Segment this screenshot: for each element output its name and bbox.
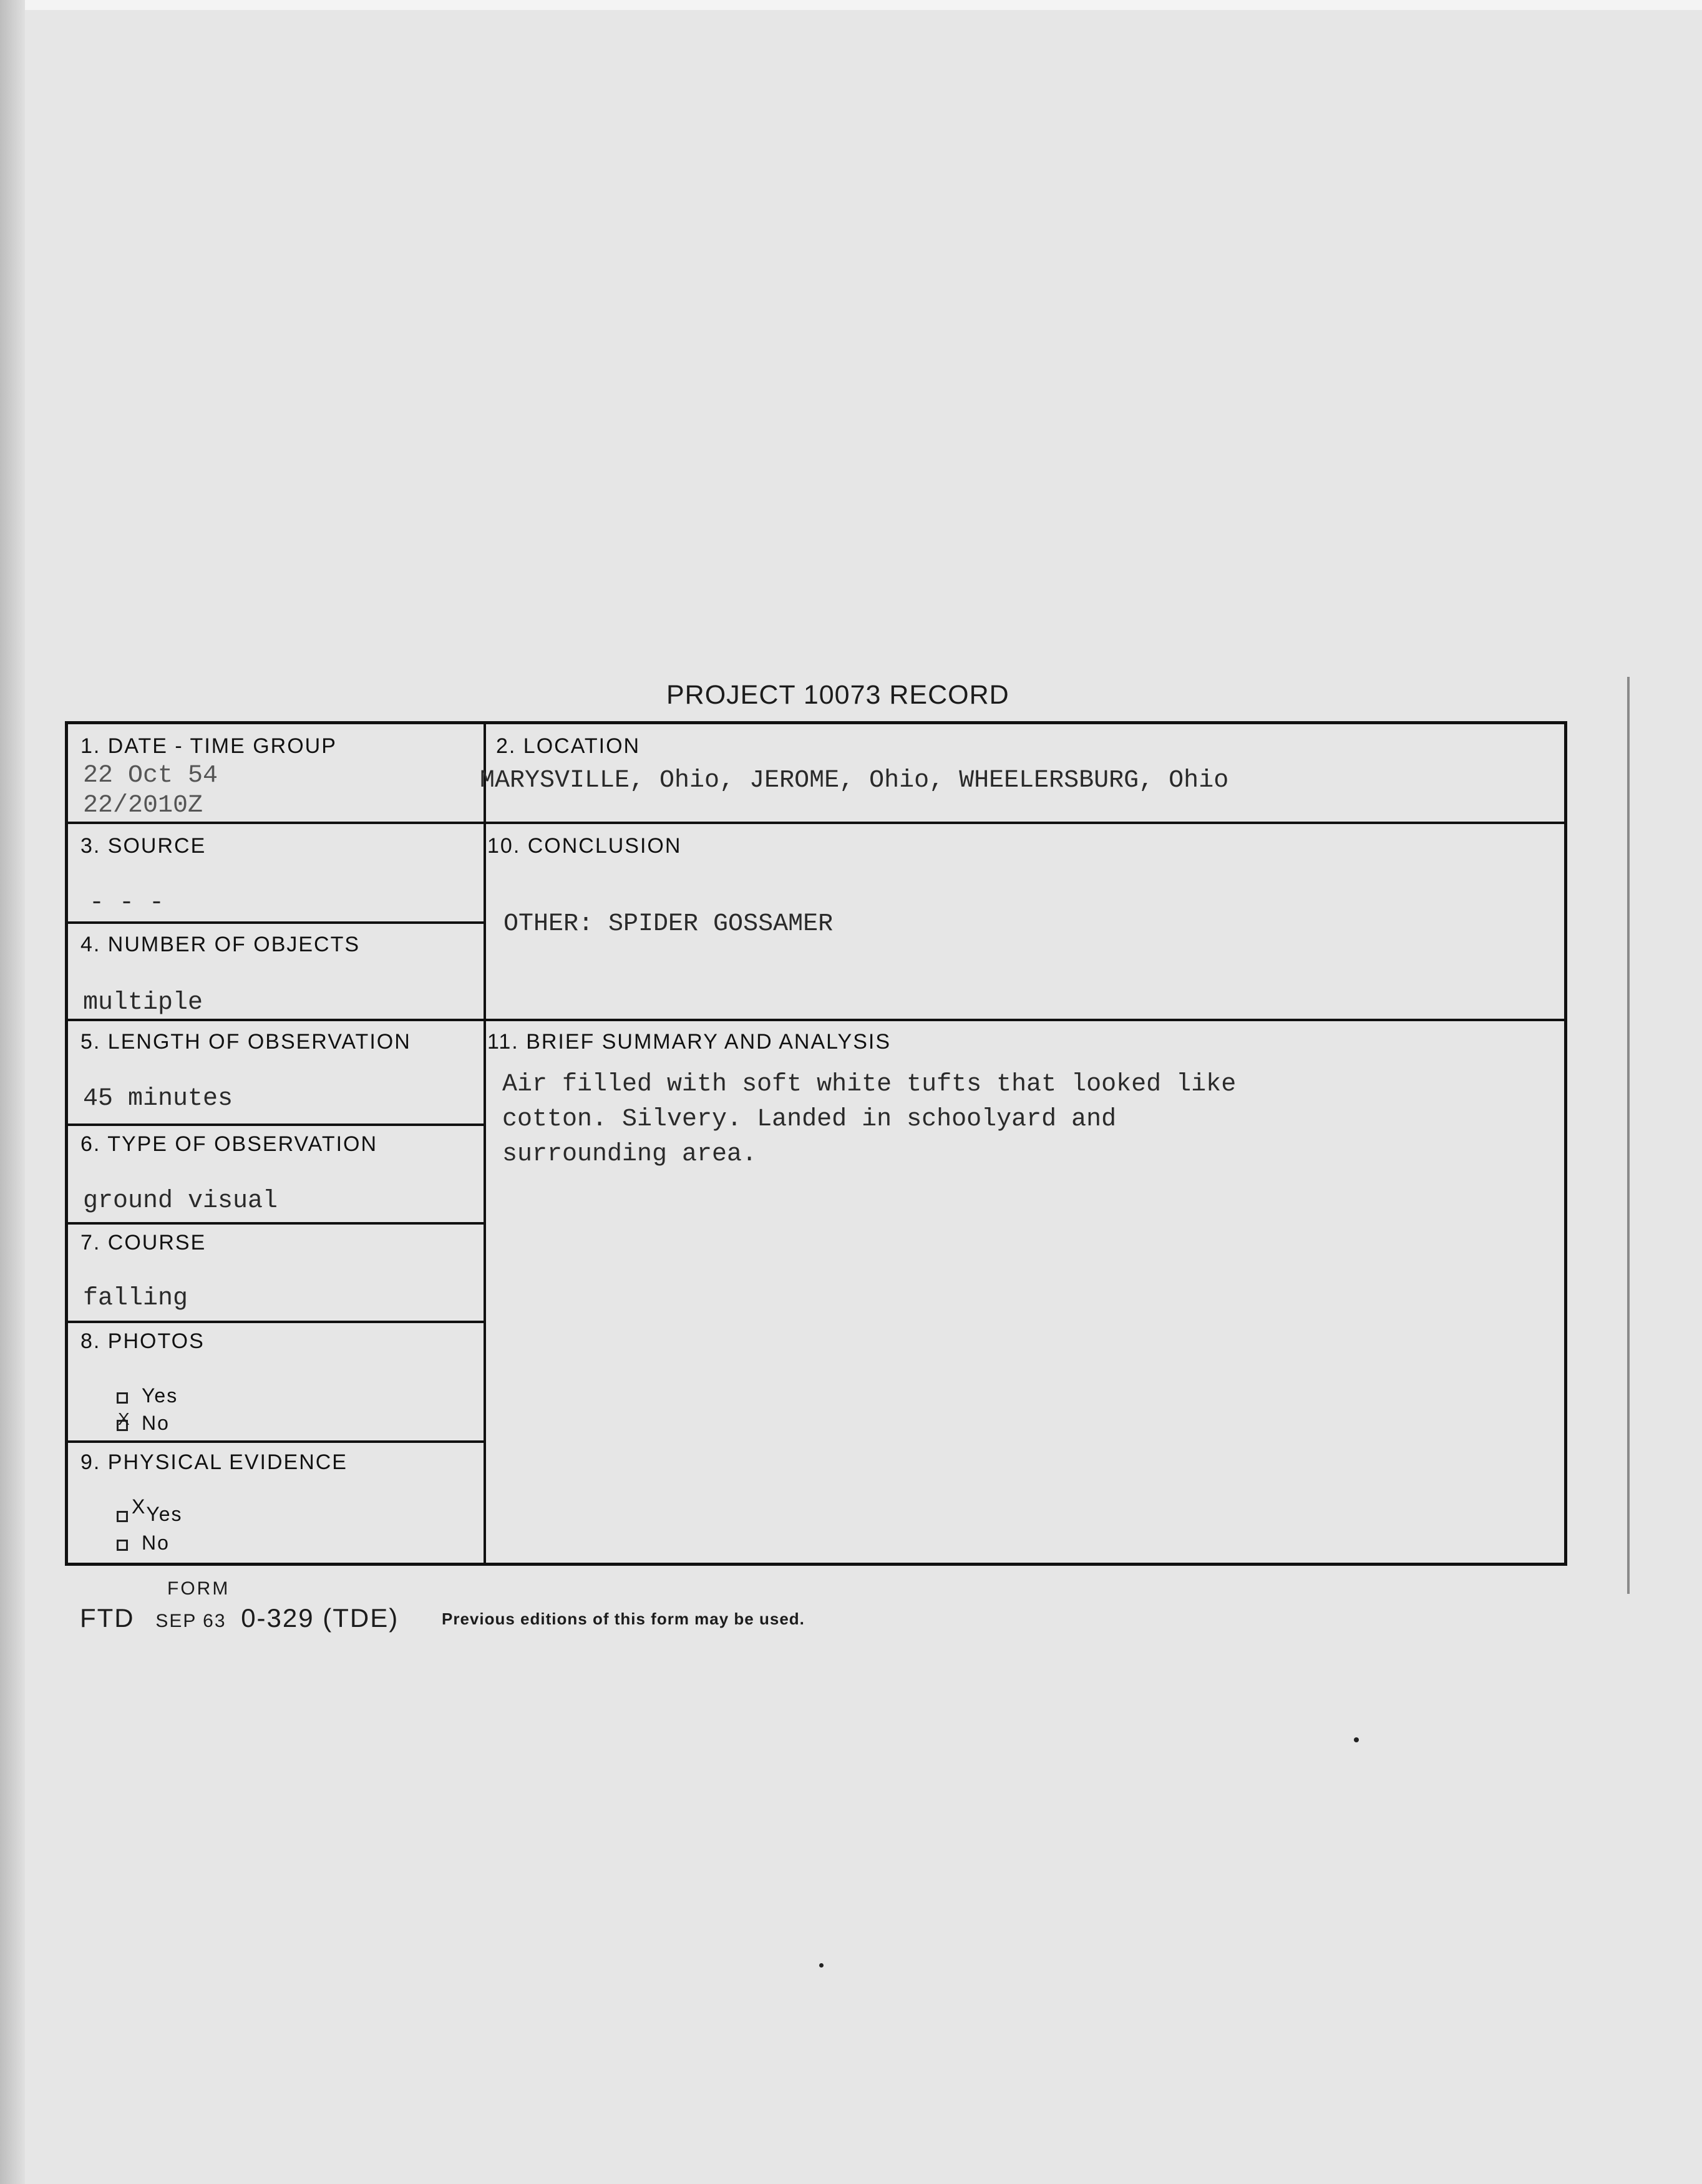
evidence-no-label: No bbox=[142, 1531, 170, 1554]
footer-ftd: FTD bbox=[80, 1603, 135, 1633]
photos-yes-label: Yes bbox=[142, 1384, 178, 1407]
evidence-no-option[interactable] bbox=[117, 1531, 170, 1555]
time-group-value: 22/2010Z bbox=[83, 792, 203, 820]
summary-text bbox=[502, 1067, 1500, 1172]
photos-yes-option[interactable] bbox=[117, 1384, 178, 1407]
summary-line: cotton. Silvery. Landed in schoolyard and bbox=[502, 1105, 1117, 1133]
course-value: falling bbox=[83, 1284, 188, 1313]
scan-speck bbox=[819, 1963, 824, 1968]
scan-left-edge bbox=[0, 0, 25, 2184]
footer-form-number bbox=[80, 1603, 399, 1633]
form-title: PROJECT 10073 RECORD bbox=[666, 680, 1009, 710]
summary-line: Air filled with soft white tufts that looked like bbox=[502, 1070, 1237, 1099]
footer-form-word: FORM bbox=[167, 1578, 230, 1599]
scan-speck bbox=[1354, 1737, 1359, 1742]
evidence-yes-checkbox[interactable] bbox=[117, 1511, 128, 1522]
row-divider bbox=[486, 822, 1564, 824]
evidence-yes-option[interactable] bbox=[117, 1495, 183, 1526]
column-divider bbox=[484, 724, 486, 1563]
summary-line: surrounding area. bbox=[502, 1140, 757, 1168]
evidence-no-checkbox[interactable] bbox=[117, 1540, 128, 1551]
footer-note: Previous editions of this form may be used. bbox=[442, 1609, 805, 1628]
row-divider bbox=[486, 1019, 1564, 1021]
location-value: MARYSVILLE, Ohio, JEROME, Ohio, WHEELERSBURG, Ohio bbox=[480, 767, 1229, 795]
row-divider bbox=[68, 1321, 486, 1323]
length-of-observation-label: 5. LENGTH OF OBSERVATION bbox=[80, 1030, 411, 1054]
location-label: 2. LOCATION bbox=[496, 734, 641, 758]
evidence-yes-label: Yes bbox=[146, 1503, 183, 1525]
photos-no-label: No bbox=[142, 1412, 170, 1434]
row-divider bbox=[68, 1124, 486, 1126]
type-of-observation-label: 6. TYPE OF OBSERVATION bbox=[80, 1132, 378, 1156]
row-divider bbox=[68, 822, 486, 824]
type-of-observation-value: ground visual bbox=[83, 1187, 278, 1215]
photos-label: 8. PHOTOS bbox=[80, 1329, 205, 1353]
row-divider bbox=[68, 921, 486, 924]
photos-no-check-mark: X bbox=[118, 1409, 130, 1429]
scan-artifact-line bbox=[1627, 677, 1630, 1594]
date-time-group-label: 1. DATE - TIME GROUP bbox=[80, 734, 337, 758]
physical-evidence-label: 9. PHYSICAL EVIDENCE bbox=[80, 1450, 348, 1474]
scan-top-edge bbox=[0, 0, 1702, 10]
footer-form-code: 0-329 (TDE) bbox=[241, 1603, 399, 1633]
conclusion-label: 10. CONCLUSION bbox=[487, 834, 682, 858]
footer-date-code: SEP 63 bbox=[155, 1611, 226, 1631]
row-divider bbox=[68, 1222, 486, 1225]
source-label: 3. SOURCE bbox=[80, 834, 207, 858]
length-of-observation-value: 45 minutes bbox=[83, 1085, 233, 1113]
date-value: 22 Oct 54 bbox=[83, 762, 218, 790]
photos-yes-checkbox[interactable] bbox=[117, 1392, 128, 1404]
row-divider bbox=[68, 1019, 486, 1021]
number-of-objects-label: 4. NUMBER OF OBJECTS bbox=[80, 933, 361, 956]
evidence-yes-check-mark: X bbox=[132, 1495, 147, 1518]
summary-label: 11. BRIEF SUMMARY AND ANALYSIS bbox=[487, 1030, 892, 1054]
record-form bbox=[65, 721, 1567, 1566]
row-divider bbox=[68, 1440, 486, 1443]
conclusion-value: OTHER: SPIDER GOSSAMER bbox=[503, 910, 834, 938]
course-label: 7. COURSE bbox=[80, 1231, 207, 1255]
number-of-objects-value: multiple bbox=[83, 989, 203, 1017]
source-value: - - - bbox=[89, 889, 165, 917]
